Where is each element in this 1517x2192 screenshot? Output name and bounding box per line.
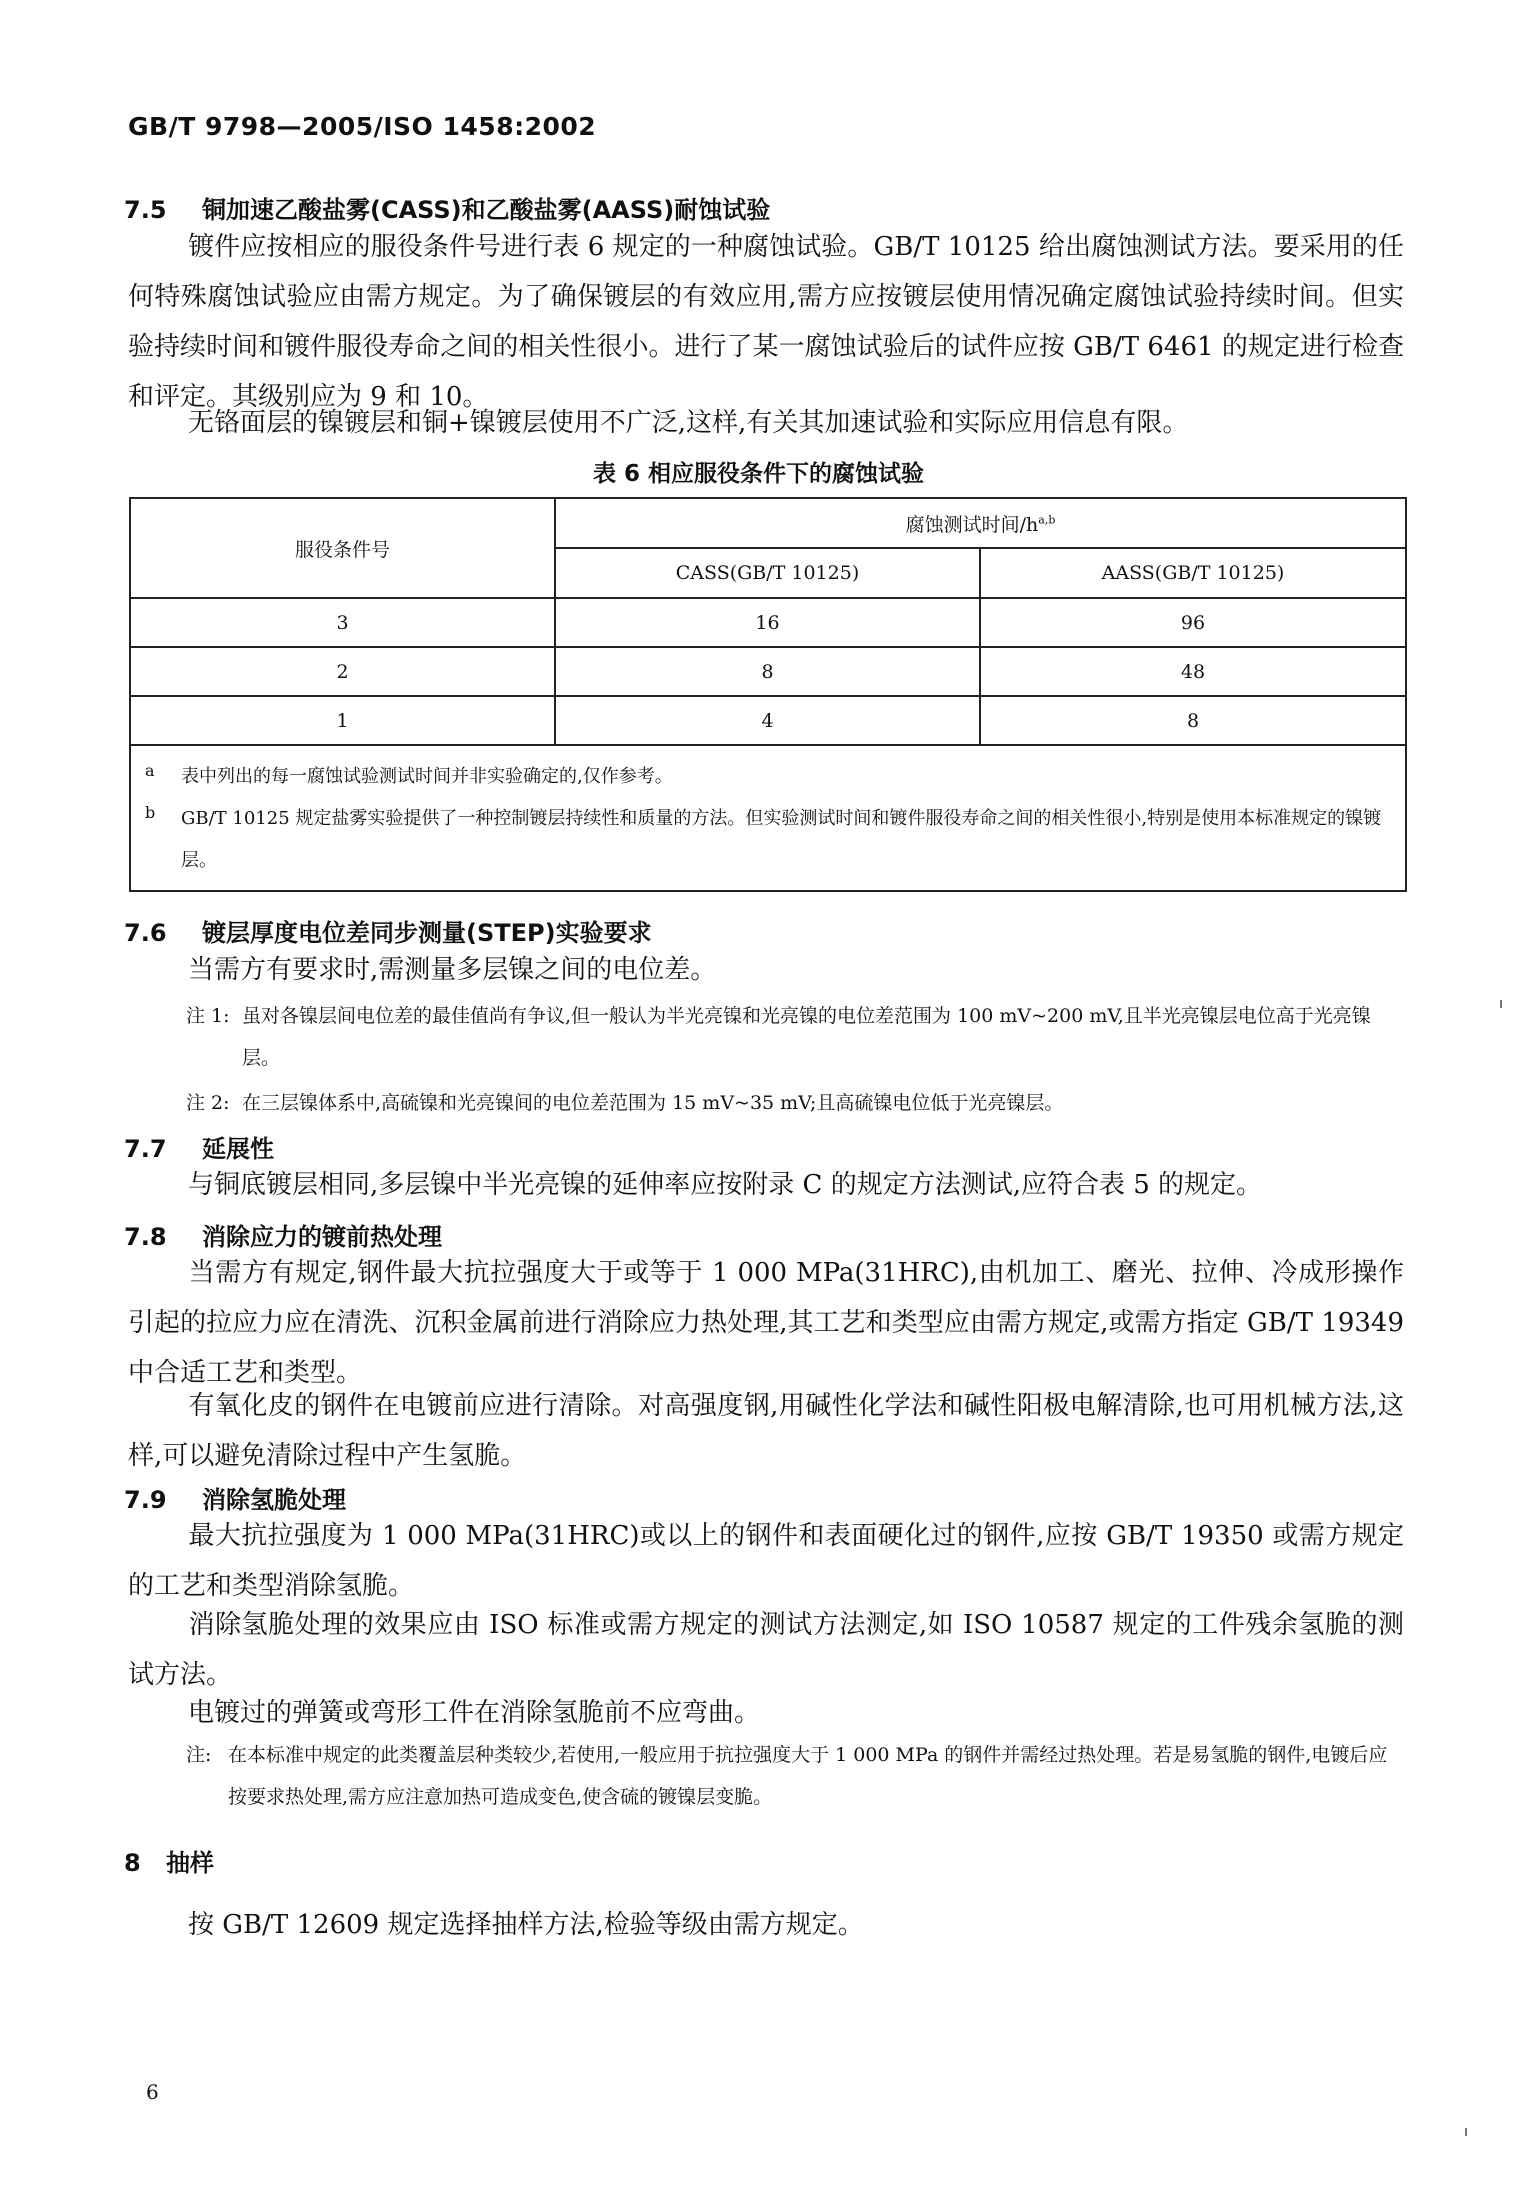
cell-cass: 8 — [555, 647, 980, 696]
section-7-5-paragraph-1 — [128, 222, 1404, 422]
footnote-a — [145, 756, 1387, 798]
cell-service: 1 — [130, 696, 555, 745]
paragraph-text: 最大抗拉强度为 1 000 MPa(31HRC)或以上的钢件和表面硬化过的钢件,应按 GB/T 19350 或需方规定的工艺和类型消除氢脆。 — [128, 1521, 1404, 1601]
footnote-mark: b — [145, 803, 156, 822]
note-label: 注 1: — [186, 1005, 230, 1027]
section-7-9-note — [186, 1734, 1401, 1818]
footnote-text: 表中列出的每一腐蚀试验测试时间并非实验确定的,仅作参考。 — [181, 766, 673, 787]
cell-cass: 16 — [555, 598, 980, 647]
footnote-text: GB/T 10125 规定盐雾实验提供了一种控制镀层持续性和质量的方法。但实验测试时间和镀件服役寿命之间的相关性很小,特别是使用本标准规定的镍镀层。 — [181, 808, 1382, 871]
paragraph-text: 有氧化皮的钢件在电镀前应进行清除。对高强度钢,用碱性化学法和碱性阳极电解清除,也可用机械方法,这样,可以避免清除过程中产生氢脆。 — [128, 1391, 1404, 1471]
paragraph-text: 按 GB/T 12609 规定选择抽样方法,检验等级由需方规定。 — [188, 1910, 864, 1940]
footnote-b — [145, 798, 1387, 882]
paragraph-text: 当需方有规定,钢件最大抗拉强度大于或等于 1 000 MPa(31HRC),由机加工、磨光、拉伸、冷成形操作引起的拉应力应在清洗、沉积金属前进行消除应力热处理,其工艺和类型应由需方规定,或需方指定 GB/T 19349 中合适工艺和类型。 — [128, 1258, 1404, 1388]
section-number: 7.6 — [124, 919, 167, 947]
section-7-6-paragraph-1 — [128, 945, 1404, 995]
paragraph-text: 无铬面层的镍镀层和铜+镍镀层使用不广泛,这样,有关其加速试验和实际应用信息有限。 — [188, 408, 1189, 438]
section-7-9-heading — [124, 1480, 346, 1515]
table-footnotes — [130, 745, 1406, 891]
note-text: 在本标准中规定的此类覆盖层种类较少,若使用,一般应用于抗拉强度大于 1 000 MPa 的钢件并需经过热处理。若是易氢脆的钢件,电镀后应按要求热处理,需方应注意加热可造成变色,使含硫的镀镍层变脆。 — [228, 1744, 1388, 1808]
cell-aass: 8 — [980, 696, 1406, 745]
header-corrosion-time-label: 腐蚀测试时间/h — [905, 513, 1039, 536]
section-7-8-paragraph-1 — [128, 1248, 1404, 1398]
section-number: 7.9 — [124, 1486, 167, 1514]
note-label: 注 2: — [186, 1092, 230, 1114]
section-title: 镀层厚度电位差同步测量(STEP)实验要求 — [202, 919, 652, 947]
header-service-condition: 服役条件号 — [130, 498, 555, 598]
note-text: 在三层镍体系中,高硫镍和光亮镍间的电位差范围为 15 mV~35 mV;且高硫镍电位低于光亮镍层。 — [242, 1092, 1064, 1114]
section-7-8-paragraph-2 — [128, 1381, 1404, 1481]
section-7-9-paragraph-1 — [128, 1511, 1404, 1611]
section-7-5-paragraph-2 — [128, 398, 1404, 448]
table-row — [130, 647, 1406, 696]
note-text: 虽对各镍层间电位差的最佳值尚有争议,但一般认为半光亮镍和光亮镍的电位差范围为 100 mV~200 mV,且半光亮镍层电位高于光亮镍层。 — [242, 1005, 1371, 1069]
section-title: 延展性 — [202, 1135, 274, 1163]
paragraph-text: 当需方有要求时,需测量多层镍之间的电位差。 — [188, 955, 717, 985]
section-7-6-note-1 — [186, 995, 1401, 1079]
cell-cass: 4 — [555, 696, 980, 745]
section-title: 消除应力的镀前热处理 — [202, 1223, 442, 1251]
paragraph-text: 镀件应按相应的服役条件号进行表 6 规定的一种腐蚀试验。GB/T 10125 给出腐蚀测试方法。要采用的任何特殊腐蚀试验应由需方规定。为了确保镀层的有效应用,需方应按镀层使用情况确定腐蚀试验持续时间。但实验持续时间和镀件服役寿命之间的相关性很小。进行了某一腐蚀试验后的试件应按 GB/T 6461 的规定进行检查和评定。其级别应为 9 和 10。 — [128, 232, 1404, 412]
scan-mark — [1465, 2128, 1467, 2136]
header-cass: CASS(GB/T 10125) — [555, 548, 980, 598]
cell-aass: 48 — [980, 647, 1406, 696]
scan-mark — [1500, 1000, 1502, 1008]
section-title: 铜加速乙酸盐雾(CASS)和乙酸盐雾(AASS)耐蚀试验 — [202, 196, 771, 224]
cell-service: 3 — [130, 598, 555, 647]
corrosion-test-table — [129, 497, 1407, 892]
page-number: 6 — [146, 2080, 159, 2104]
section-number: 8 — [124, 1849, 141, 1877]
header-corrosion-time — [555, 498, 1406, 548]
section-7-9-paragraph-2 — [128, 1600, 1404, 1700]
section-7-8-heading — [124, 1217, 442, 1252]
section-7-5-heading — [124, 190, 770, 225]
header-aass: AASS(GB/T 10125) — [980, 548, 1406, 598]
paragraph-text: 电镀过的弹簧或弯形工件在消除氢脆前不应弯曲。 — [188, 1698, 761, 1728]
section-7-9-paragraph-3 — [128, 1688, 1404, 1738]
header-footnote-marks: a,b — [1038, 513, 1056, 527]
section-title: 消除氢脆处理 — [202, 1486, 346, 1514]
standard-header: GB/T 9798—2005/ISO 1458:2002 — [128, 112, 597, 141]
cell-service: 2 — [130, 647, 555, 696]
table-row — [130, 598, 1406, 647]
section-number: 7.8 — [124, 1223, 167, 1251]
note-label: 注: — [186, 1744, 212, 1766]
section-title: 抽样 — [166, 1849, 214, 1877]
paragraph-text: 与铜底镀层相同,多层镍中半光亮镍的延伸率应按附录 C 的规定方法测试,应符合表 5 的规定。 — [188, 1170, 1263, 1200]
section-8-paragraph-1 — [128, 1900, 1404, 1950]
paragraph-text: 消除氢脆处理的效果应由 ISO 标准或需方规定的测试方法测定,如 ISO 10587 规定的工件残余氢脆的测试方法。 — [128, 1610, 1404, 1690]
section-7-6-note-2 — [186, 1082, 1401, 1124]
section-8-heading — [124, 1843, 214, 1878]
cell-aass: 96 — [980, 598, 1406, 647]
table-caption: 表 6 相应服役条件下的腐蚀试验 — [592, 461, 925, 487]
section-7-7-heading — [124, 1129, 274, 1164]
section-number: 7.7 — [124, 1135, 167, 1163]
footnote-mark: a — [145, 761, 155, 780]
section-7-7-paragraph-1 — [128, 1160, 1404, 1210]
section-number: 7.5 — [124, 196, 167, 224]
section-7-6-heading — [124, 913, 652, 948]
table-row — [130, 696, 1406, 745]
